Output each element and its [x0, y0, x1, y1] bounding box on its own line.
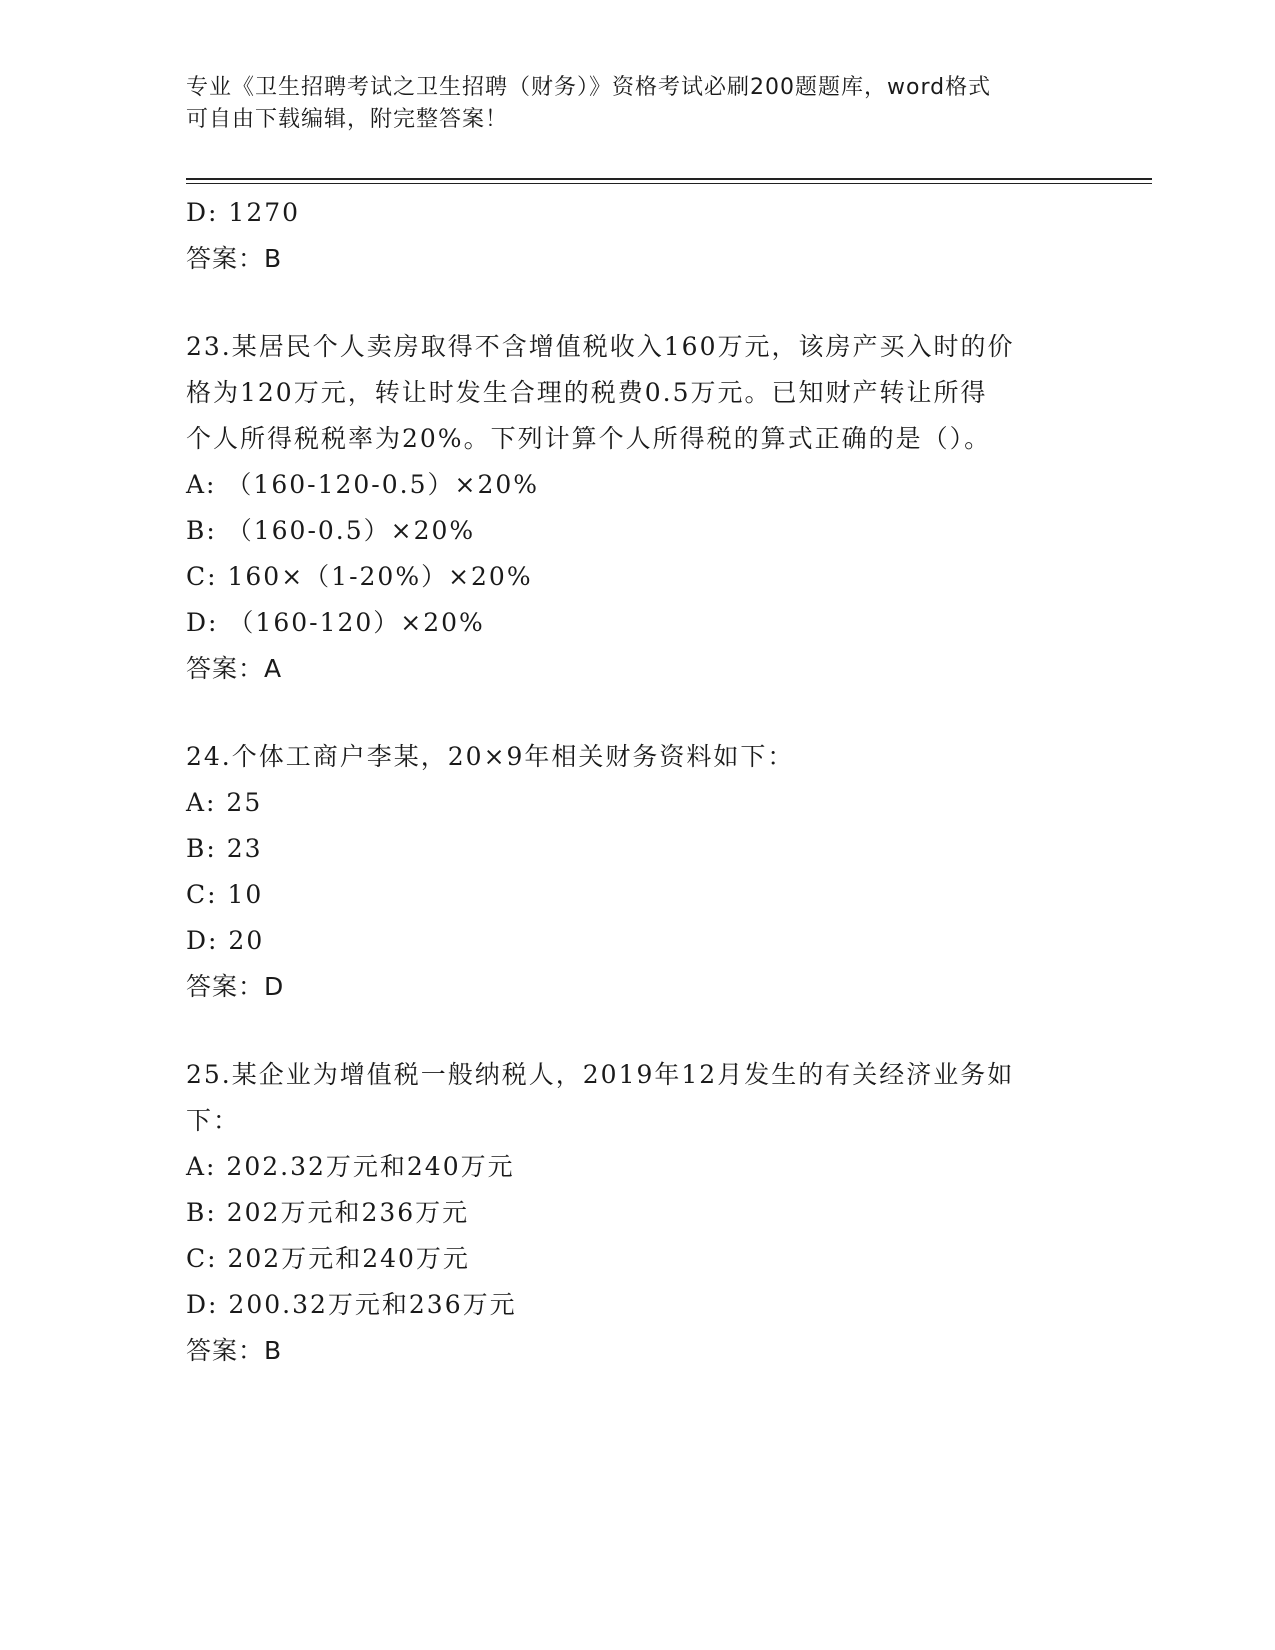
question-25-stem-line-2: 下：	[186, 1106, 241, 1135]
header-rule-thin	[186, 183, 1152, 184]
document-body	[186, 190, 1086, 1374]
question-24-option-c: C: 10	[186, 880, 264, 909]
question-23-option-b: B: （160-0.5）×20%	[186, 516, 476, 545]
question-24-answer: 答案：D	[186, 972, 285, 1001]
document-header	[186, 72, 1066, 136]
question-25-option-a: A: 202.32万元和240万元	[186, 1152, 515, 1181]
question-23	[186, 324, 1086, 692]
question-23-stem-line-1: 23.某居民个人卖房取得不含增值税收入160万元，该房产买入时的价	[186, 332, 1015, 361]
question-25-option-d: D: 200.32万元和236万元	[186, 1290, 517, 1319]
question-25-option-b: B: 202万元和236万元	[186, 1198, 470, 1227]
header-line-1: 专业《卫生招聘考试之卫生招聘（财务）》资格考试必刷200题题库，word格式	[186, 75, 992, 100]
question-25	[186, 1052, 1086, 1374]
question-23-option-a: A: （160-120-0.5）×20%	[186, 470, 540, 499]
question-25-stem-line-1: 25.某企业为增值税一般纳税人，2019年12月发生的有关经济业务如	[186, 1060, 1015, 1089]
prev-option-d: D: 1270	[186, 198, 301, 227]
question-24-stem-line-1: 24.个体工商户李某，20×9年相关财务资料如下：	[186, 742, 795, 771]
question-23-stem-line-3: 个人所得税税率为20%。下列计算个人所得税的算式正确的是（）。	[186, 424, 992, 453]
question-24-option-b: B: 23	[186, 834, 263, 863]
question-23-answer: 答案：A	[186, 654, 283, 683]
question-25-answer: 答案：B	[186, 1336, 283, 1365]
question-23-option-c: C: 160×（1-20%）×20%	[186, 562, 533, 591]
question-24-option-a: A: 25	[186, 788, 263, 817]
question-23-stem-line-2: 格为120万元，转让时发生合理的税费0.5万元。已知财产转让所得	[186, 378, 988, 407]
header-line-2: 可自由下载编辑，附完整答案！	[186, 107, 509, 132]
prev-answer: 答案：B	[186, 244, 283, 273]
question-24	[186, 734, 1086, 1010]
question-23-option-d: D: （160-120）×20%	[186, 608, 485, 637]
question-25-option-c: C: 202万元和240万元	[186, 1244, 470, 1273]
header-rule-thick	[186, 178, 1152, 180]
question-24-option-d: D: 20	[186, 926, 265, 955]
